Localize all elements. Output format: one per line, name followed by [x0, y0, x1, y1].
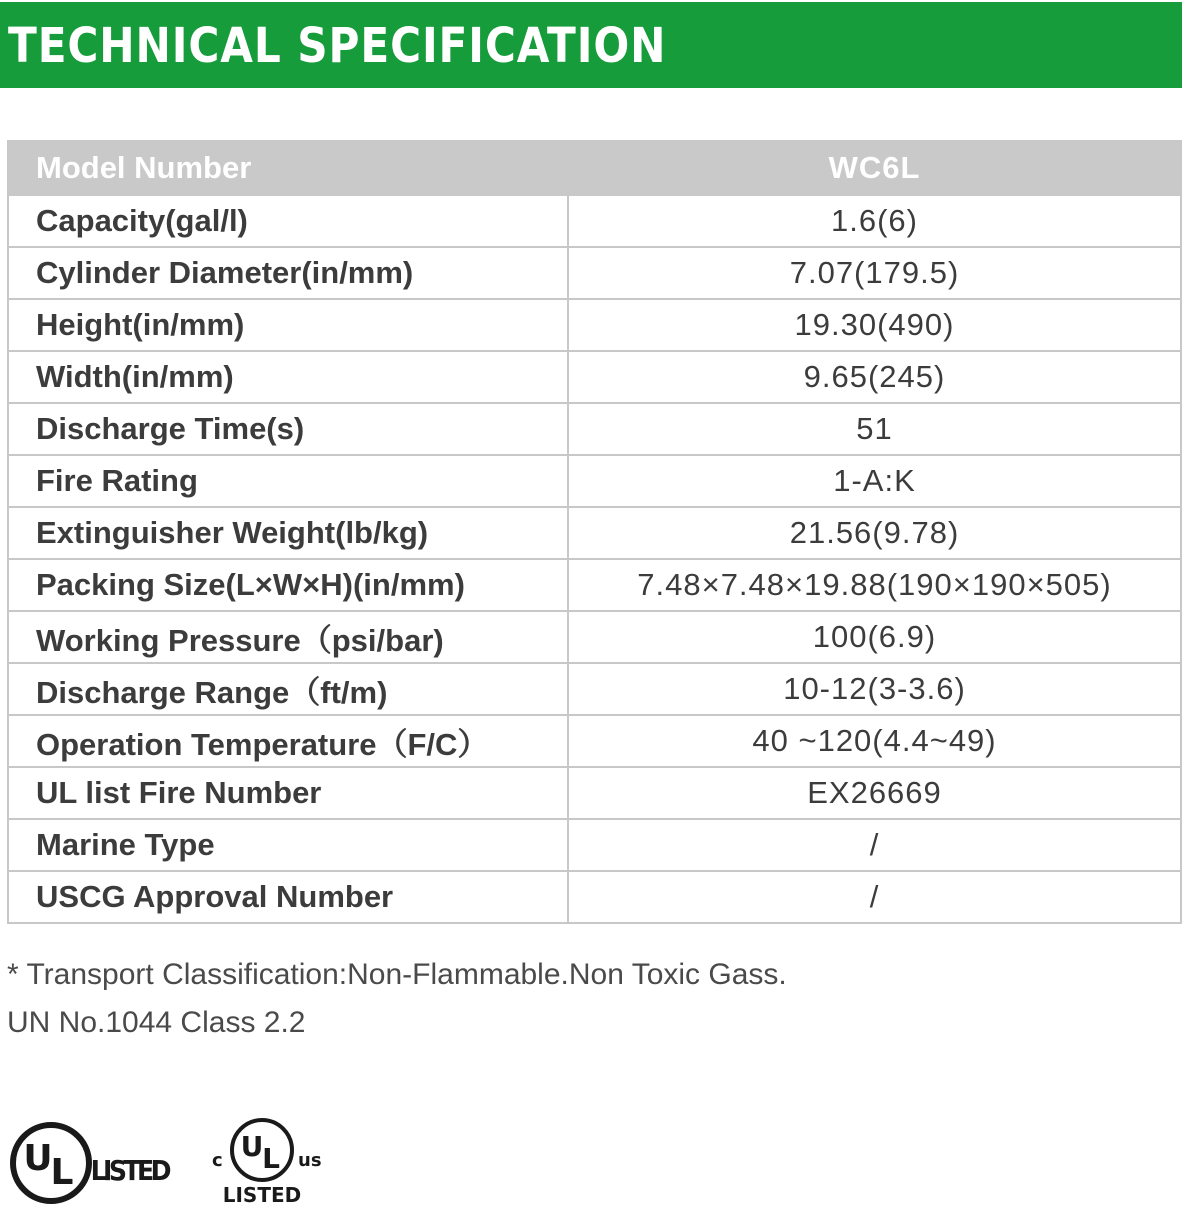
- column-header-model-value: WC6L: [568, 141, 1181, 195]
- spec-value: 19.30(490): [568, 299, 1181, 351]
- table-row: [8, 559, 1181, 611]
- spec-table: [7, 140, 1182, 924]
- spec-label: Fire Rating: [8, 455, 568, 507]
- table-row: [8, 403, 1181, 455]
- svg-text:L: L: [262, 1142, 280, 1175]
- spec-label: Discharge Time(s): [8, 403, 568, 455]
- svg-text:L: L: [50, 1152, 74, 1193]
- spec-label: Capacity(gal/l): [8, 195, 568, 247]
- svg-text:us: us: [298, 1150, 322, 1171]
- svg-text:U: U: [240, 1130, 264, 1163]
- spec-label: Extinguisher Weight(lb/kg): [8, 507, 568, 559]
- table-row: [8, 611, 1181, 663]
- svg-text:LISTED: LISTED: [90, 1154, 172, 1188]
- spec-value: 1-A:K: [568, 455, 1181, 507]
- spec-label: Discharge Range（ft/m): [8, 663, 568, 715]
- table-row: [8, 455, 1181, 507]
- table-row: [8, 247, 1181, 299]
- cul-us-listed-logo: [210, 1112, 330, 1208]
- spec-value: 7.48×7.48×19.88(190×190×505): [568, 559, 1181, 611]
- spec-label: Working Pressure（psi/bar): [8, 611, 568, 663]
- table-row: [8, 351, 1181, 403]
- svg-text:LISTED: LISTED: [222, 1183, 302, 1207]
- spec-value: 21.56(9.78): [568, 507, 1181, 559]
- spec-label: Operation Temperature（F/C）: [8, 715, 568, 767]
- table-row: [8, 767, 1181, 819]
- spec-label: Height(in/mm): [8, 299, 568, 351]
- spec-label: USCG Approval Number: [8, 871, 568, 923]
- spec-label: Width(in/mm): [8, 351, 568, 403]
- spec-value: 51: [568, 403, 1181, 455]
- spec-value: EX26669: [568, 767, 1181, 819]
- table-row: [8, 663, 1181, 715]
- table-row: [8, 507, 1181, 559]
- spec-value: 10-12(3-3.6): [568, 663, 1181, 715]
- table-row: [8, 715, 1181, 767]
- page-title: TECHNICAL SPECIFICATION: [8, 18, 667, 74]
- spec-label: UL list Fire Number: [8, 767, 568, 819]
- spec-value: 100(6.9): [568, 611, 1181, 663]
- spec-label: Marine Type: [8, 819, 568, 871]
- spec-label: Packing Size(L×W×H)(in/mm): [8, 559, 568, 611]
- spec-value: 1.6(6): [568, 195, 1181, 247]
- table-header-row: [8, 141, 1181, 195]
- spec-value: /: [568, 819, 1181, 871]
- table-row: [8, 299, 1181, 351]
- spec-value: 9.65(245): [568, 351, 1181, 403]
- spec-value: 40 ~120(4.4~49): [568, 715, 1181, 767]
- table-row: [8, 819, 1181, 871]
- transport-note: * Transport Classification:Non-Flammable.Non Toxic Gass.: [7, 958, 787, 991]
- un-number-note: UN No.1044 Class 2.2: [7, 1006, 306, 1039]
- title-banner: [0, 2, 1182, 88]
- spec-label: Cylinder Diameter(in/mm): [8, 247, 568, 299]
- table-row: [8, 871, 1181, 923]
- spec-value: 7.07(179.5): [568, 247, 1181, 299]
- column-header-model-number: Model Number: [8, 141, 568, 195]
- spec-value: /: [568, 871, 1181, 923]
- table-row: [8, 195, 1181, 247]
- svg-text:c: c: [212, 1150, 223, 1171]
- svg-text:U: U: [23, 1138, 53, 1179]
- ul-listed-logo: [6, 1118, 196, 1208]
